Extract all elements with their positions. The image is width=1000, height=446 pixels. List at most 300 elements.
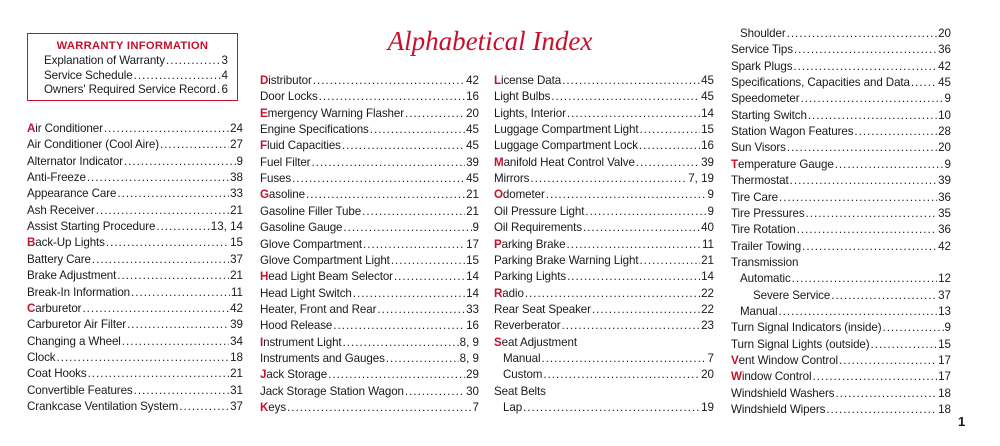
index-entry — [731, 190, 951, 206]
index-entry-page: 3 — [221, 54, 228, 67]
index-entry — [731, 222, 951, 238]
index-entry-page: 24 — [230, 122, 243, 135]
index-entry-page: 42 — [938, 239, 951, 253]
index-entry-page: 39 — [466, 155, 479, 169]
index-entry — [260, 171, 479, 187]
leader-dots — [156, 219, 209, 235]
index-entry-page: 21 — [701, 253, 714, 267]
index-entry-page: 11 — [701, 237, 714, 251]
index-entry — [260, 138, 479, 154]
index-entry-label: Shoulder — [740, 27, 786, 40]
index-entry-label: Service Schedule — [44, 68, 133, 82]
leader-dots — [525, 286, 700, 302]
index-entry-label: Emergency Warning Flasher — [260, 106, 404, 120]
leader-dots — [333, 318, 465, 334]
index-entry-page: 33 — [466, 302, 479, 316]
index-entry — [260, 400, 479, 416]
leader-dots — [567, 237, 701, 253]
index-entry-page: 14 — [466, 286, 479, 300]
leader-dots — [134, 69, 221, 83]
index-entry-label: Gasoline — [260, 188, 305, 202]
leader-dots — [802, 239, 937, 255]
index-entry — [27, 203, 243, 219]
index-entry-page: 40 — [701, 221, 714, 235]
leader-dots — [826, 402, 937, 418]
index-entry — [494, 237, 714, 253]
index-entry-page: 37 — [230, 399, 243, 413]
index-entry — [27, 334, 243, 350]
index-entry-page: 45 — [466, 172, 479, 186]
index-entry-page: 22 — [701, 302, 714, 316]
index-entry — [494, 171, 714, 187]
leader-dots — [546, 187, 707, 203]
index-entry-label: Radio — [494, 286, 524, 300]
index-entry-label: Oil Requirements — [494, 221, 582, 235]
leader-dots — [831, 288, 937, 304]
index-entry — [731, 206, 951, 222]
index-entry-page: 34 — [230, 334, 243, 348]
index-entry-page: 11 — [230, 285, 243, 299]
index-entry-page: 20 — [938, 27, 951, 40]
leader-dots — [551, 89, 700, 105]
index-entry-page: 37 — [938, 288, 951, 302]
index-entry — [27, 186, 243, 202]
index-entry — [27, 366, 243, 382]
index-entry-label: Speedometer — [731, 92, 800, 106]
index-entry-label: Sun Visors — [731, 141, 786, 155]
index-entry — [494, 220, 714, 236]
leader-dots — [287, 400, 472, 416]
index-entry — [27, 350, 243, 366]
index-entry — [27, 399, 243, 415]
index-entry-page: 10 — [938, 108, 951, 122]
index-entry-label: Brake Adjustment — [27, 269, 117, 283]
leader-dots — [343, 220, 471, 236]
index-entry — [494, 286, 714, 302]
leader-dots — [92, 252, 229, 268]
leader-dots — [639, 253, 700, 269]
index-entry-page: 9 — [707, 188, 714, 202]
index-entry-label: Manual — [740, 304, 778, 318]
index-entry-label: Station Wagon Features — [731, 125, 854, 139]
index-entry-page: 8, 9 — [459, 351, 479, 365]
leader-dots — [343, 335, 459, 351]
index-entry-label: Carburetor Air Filter — [27, 318, 127, 332]
index-entry — [260, 286, 479, 302]
index-entry-label: Anti-Freeze — [27, 171, 86, 185]
index-entry-label: Hood Release — [260, 319, 333, 333]
index-entry-page: 21 — [466, 188, 479, 202]
index-entry-label: Turn Signal Indicators (inside) — [731, 321, 882, 335]
leader-dots — [370, 122, 465, 138]
index-entry — [740, 304, 951, 320]
index-entry-page: 15 — [230, 236, 243, 250]
index-entry-label: Glove Compartment — [260, 237, 363, 251]
index-entry-label: Manual — [503, 351, 541, 365]
index-entry-label: Thermostat — [731, 174, 789, 188]
index-entry-label: Carburetor — [27, 301, 82, 315]
page-number: 1 — [958, 414, 966, 429]
index-entry-label: Gasoline Gauge — [260, 221, 343, 235]
leader-dots — [787, 140, 937, 156]
leader-dots — [124, 154, 236, 170]
index-entry-label: Seat Adjustment — [494, 335, 577, 349]
index-entry-label: Fuses — [260, 172, 292, 186]
index-entry-page: 18 — [938, 403, 951, 417]
index-entry — [494, 335, 714, 351]
index-entry-label: Crankcase Ventilation System — [27, 399, 179, 413]
index-entry — [27, 170, 243, 186]
index-entry-label: Specifications, Capacities and Data — [731, 76, 910, 90]
index-entry — [731, 75, 951, 91]
index-entry-page: 14 — [701, 106, 714, 120]
index-entry — [731, 124, 951, 140]
index-entry-page: 21 — [230, 203, 243, 217]
index-entry — [27, 317, 243, 333]
index-entry-page: 27 — [230, 138, 243, 152]
index-entry-page: 39 — [938, 174, 951, 188]
index-entry-label: Reverberator — [494, 319, 561, 333]
index-entry-page: 36 — [938, 190, 951, 204]
index-entry — [27, 154, 243, 170]
leader-dots — [911, 75, 937, 91]
index-entry-label: Parking Brake — [494, 237, 566, 251]
warranty-information-box — [27, 33, 238, 101]
index-entry-label: Windshield Wipers — [731, 403, 826, 417]
index-entry-label: Mirrors — [494, 172, 530, 186]
leader-dots — [117, 268, 229, 284]
leader-dots — [562, 73, 700, 89]
leader-dots — [871, 337, 938, 353]
index-entry — [44, 83, 228, 97]
index-entry-label: Lights, Interior — [494, 106, 566, 120]
leader-dots — [342, 138, 465, 154]
index-entry-page: 9 — [944, 92, 951, 106]
index-entry-label: Appearance Care — [27, 187, 117, 201]
index-entry-label: Tire Pressures — [731, 206, 805, 220]
index-entry-label: Service Tips — [731, 43, 793, 57]
index-entry-page: 45 — [466, 123, 479, 137]
index-entry-label: Break-In Information — [27, 285, 131, 299]
index-entry-page: 31 — [230, 383, 243, 397]
index-entry-page: 21 — [230, 269, 243, 283]
index-entry-page: 42 — [938, 59, 951, 73]
index-entry-label: Ash Receiver — [27, 203, 95, 217]
index-entry-page: 36 — [938, 43, 951, 57]
index-entry-label: Distributor — [260, 74, 312, 87]
index-entry — [260, 106, 479, 122]
index-entry-page: 9 — [944, 157, 951, 171]
index-entry — [260, 204, 479, 220]
leader-dots — [134, 383, 229, 399]
index-entry — [494, 138, 714, 154]
index-entry — [494, 122, 714, 138]
index-entry — [44, 54, 228, 68]
index-entry-page: 15 — [466, 253, 479, 267]
index-entry-label: Starting Switch — [731, 108, 807, 122]
leader-dots — [127, 317, 229, 333]
index-entry-page: 39 — [230, 318, 243, 332]
leader-dots — [386, 351, 459, 367]
index-entry-page: 9 — [472, 221, 479, 235]
leader-dots — [391, 253, 465, 269]
index-entry — [27, 285, 243, 301]
index-entry-label: Changing a Wheel — [27, 334, 121, 348]
index-entry-label: Lap — [503, 401, 523, 414]
leader-dots — [523, 400, 700, 416]
index-entry-label: Transmission — [731, 255, 799, 269]
index-entry-label: Custom — [503, 368, 543, 382]
index-entry-label: Automatic — [740, 272, 791, 286]
index-entry — [731, 140, 951, 156]
leader-dots — [82, 301, 229, 317]
index-entry — [740, 26, 951, 42]
index-entry-page: 12 — [938, 272, 951, 286]
leader-dots — [797, 222, 937, 238]
index-entry-label: Explanation of Warranty — [44, 54, 165, 67]
index-entry-page: 6 — [221, 83, 228, 96]
index-entry — [260, 155, 479, 171]
index-entry-page: 19 — [701, 401, 714, 414]
index-entry — [731, 157, 951, 173]
index-entry-page: 36 — [938, 223, 951, 237]
index-entry-page: 21 — [466, 204, 479, 218]
leader-dots — [405, 106, 465, 122]
index-entry — [740, 271, 951, 287]
leader-dots — [87, 170, 229, 186]
leader-dots — [328, 367, 465, 383]
index-entry-label: Parking Brake Warning Light — [494, 253, 639, 267]
index-entry-label: Spark Plugs — [731, 59, 793, 73]
index-entry-label: License Data — [494, 74, 562, 87]
index-entry-label: Jack Storage — [260, 368, 328, 382]
leader-dots — [543, 367, 700, 383]
index-entry — [731, 255, 951, 271]
index-entry — [27, 121, 243, 137]
index-entry-label: Heater, Front and Rear — [260, 302, 377, 316]
index-entry-page: 20 — [466, 106, 479, 120]
index-entry-page: 9 — [236, 154, 243, 168]
index-entry-page: 39 — [701, 155, 714, 169]
index-entry-label: Air Conditioner (Cool Aire) — [27, 138, 159, 152]
index-entry-label: Rear Seat Speaker — [494, 302, 591, 316]
leader-dots — [362, 204, 465, 220]
index-entry — [260, 220, 479, 236]
index-entry — [260, 253, 479, 269]
index-entry-label: Head Light Switch — [260, 286, 352, 300]
index-entry-page: 22 — [701, 286, 714, 300]
index-entry-page: 38 — [230, 171, 243, 185]
index-entry — [260, 269, 479, 285]
leader-dots — [88, 366, 230, 382]
index-entry — [27, 252, 243, 268]
index-entry-label: Parking Lights — [494, 270, 567, 284]
index-entry — [494, 302, 714, 318]
index-entry-page: 8, 9 — [459, 335, 479, 349]
index-entry-page: 42 — [230, 301, 243, 315]
index-entry-label: Coat Hooks — [27, 367, 87, 381]
index-entry — [731, 320, 951, 336]
leader-dots — [639, 138, 700, 154]
index-entry-page: 35 — [938, 206, 951, 220]
index-entry-label: Luggage Compartment Light — [494, 123, 639, 137]
leader-dots — [792, 271, 937, 287]
leader-dots — [567, 106, 700, 122]
index-entry-label: Battery Care — [27, 252, 91, 266]
index-entry — [494, 269, 714, 285]
index-entry-page: 13 — [938, 304, 951, 318]
leader-dots — [363, 237, 465, 253]
index-entry — [260, 384, 479, 400]
index-entry-label: Air Conditioner — [27, 122, 103, 135]
index-entry-label: Vent Window Control — [731, 354, 839, 367]
leader-dots — [122, 334, 229, 350]
leader-dots — [636, 155, 700, 171]
index-entry-label: Fuel Filter — [260, 155, 311, 169]
leader-dots — [96, 203, 229, 219]
index-entry — [260, 367, 479, 383]
index-entry-label: Luggage Compartment Lock — [494, 139, 638, 153]
leader-dots — [812, 369, 937, 385]
leader-dots — [854, 124, 937, 140]
index-entry-label: Jack Storage Station Wagon — [260, 384, 404, 398]
leader-dots — [790, 173, 937, 189]
index-entry-page: 45 — [701, 74, 714, 87]
index-entry-label: Alternator Indicator — [27, 154, 123, 168]
index-entry — [494, 89, 714, 105]
index-entry-page: 16 — [701, 139, 714, 153]
leader-dots — [639, 122, 700, 138]
index-entry-page: 9 — [707, 204, 714, 218]
index-entry-page: 18 — [938, 386, 951, 400]
leader-dots — [801, 91, 944, 107]
index-entry — [44, 69, 228, 83]
leader-dots — [835, 386, 937, 402]
index-entry-page: 7, 19 — [688, 172, 714, 186]
index-entry-label: Gasoline Filler Tube — [260, 204, 362, 218]
index-entry-page: 45 — [938, 76, 951, 90]
index-entry — [260, 89, 479, 105]
index-entry-label: Light Bulbs — [494, 90, 551, 104]
index-entry — [494, 384, 714, 400]
index-entry — [503, 367, 714, 383]
leader-dots — [530, 171, 687, 187]
index-entry — [731, 108, 951, 124]
leader-dots — [131, 285, 230, 301]
index-entry-label: Head Light Beam Selector — [260, 270, 393, 284]
index-entry — [27, 383, 243, 399]
leader-dots — [292, 171, 465, 187]
index-entry-label: Trailer Towing — [731, 239, 802, 253]
index-entry — [494, 204, 714, 220]
index-entry — [260, 335, 479, 351]
leader-dots — [787, 26, 937, 42]
index-entry-label: Door Locks — [260, 90, 318, 104]
index-entry-page: 45 — [701, 90, 714, 104]
index-entry — [731, 42, 951, 58]
index-entry-label: Owners' Required Service Record — [44, 83, 216, 96]
index-entry — [731, 239, 951, 255]
leader-dots — [583, 220, 700, 236]
index-entry-label: Tire Care — [731, 190, 778, 204]
index-entry-label: Tire Rotation — [731, 223, 796, 237]
leader-dots — [778, 304, 937, 320]
index-entry-label: Windshield Washers — [731, 386, 835, 400]
index-entry-page: 17 — [938, 354, 951, 367]
index-entry-label: Back-Up Lights — [27, 236, 105, 250]
index-entry — [494, 187, 714, 203]
leader-dots — [592, 302, 700, 318]
index-entry — [494, 155, 714, 171]
leader-dots — [106, 235, 229, 251]
index-entry-page: 23 — [701, 319, 714, 333]
leader-dots — [104, 121, 229, 137]
leader-dots — [806, 206, 938, 222]
index-entry-label: Assist Starting Procedure — [27, 220, 156, 234]
index-entry — [494, 73, 714, 89]
index-entry-page: 33 — [230, 187, 243, 201]
index-entry-page: 20 — [701, 368, 714, 382]
leader-dots — [808, 108, 937, 124]
index-entry-page: 14 — [466, 270, 479, 284]
index-entry-page: 15 — [938, 337, 951, 351]
index-entry — [731, 386, 951, 402]
index-entry — [27, 268, 243, 284]
leader-dots — [394, 269, 465, 285]
leader-dots — [377, 302, 465, 318]
index-entry — [494, 106, 714, 122]
index-entry-page: 15 — [701, 123, 714, 137]
index-entry-label: Keys — [260, 401, 287, 414]
index-entry — [731, 91, 951, 107]
index-entry — [731, 402, 951, 418]
leader-dots — [794, 42, 937, 58]
index-entry — [731, 369, 951, 385]
index-entry-page: 42 — [466, 74, 479, 87]
index-entry-label: Manifold Heat Control Valve — [494, 155, 635, 169]
leader-dots — [541, 351, 706, 367]
index-entry — [260, 318, 479, 334]
index-entry — [260, 187, 479, 203]
index-entry-label: Seat Belts — [494, 384, 546, 398]
leader-dots — [160, 137, 229, 153]
index-entry-label: Window Control — [731, 370, 812, 384]
index-entry — [731, 337, 951, 353]
index-entry — [731, 173, 951, 189]
index-entry-label: Temperature Gauge — [731, 157, 834, 171]
index-entry-page: 45 — [466, 139, 479, 153]
leader-dots — [117, 186, 229, 202]
leader-dots — [313, 73, 465, 89]
leader-dots — [567, 269, 700, 285]
warranty-title: WARRANTY INFORMATION — [56, 40, 209, 52]
index-entry-label: Fluid Capacities — [260, 139, 341, 153]
index-entry — [260, 351, 479, 367]
index-entry-label: Odometer — [494, 188, 545, 202]
index-entry-label: Instrument Light — [260, 335, 342, 349]
index-entry-page: 30 — [466, 384, 479, 398]
index-entry — [260, 237, 479, 253]
index-entry-label: Engine Specifications — [260, 123, 369, 137]
index-entry — [27, 137, 243, 153]
leader-dots — [835, 157, 944, 173]
index-entry-page: 16 — [466, 319, 479, 333]
index-entry — [494, 253, 714, 269]
index-entry-page: 17 — [466, 237, 479, 251]
leader-dots — [311, 155, 465, 171]
index-entry — [731, 353, 951, 369]
index-entry — [753, 288, 951, 304]
